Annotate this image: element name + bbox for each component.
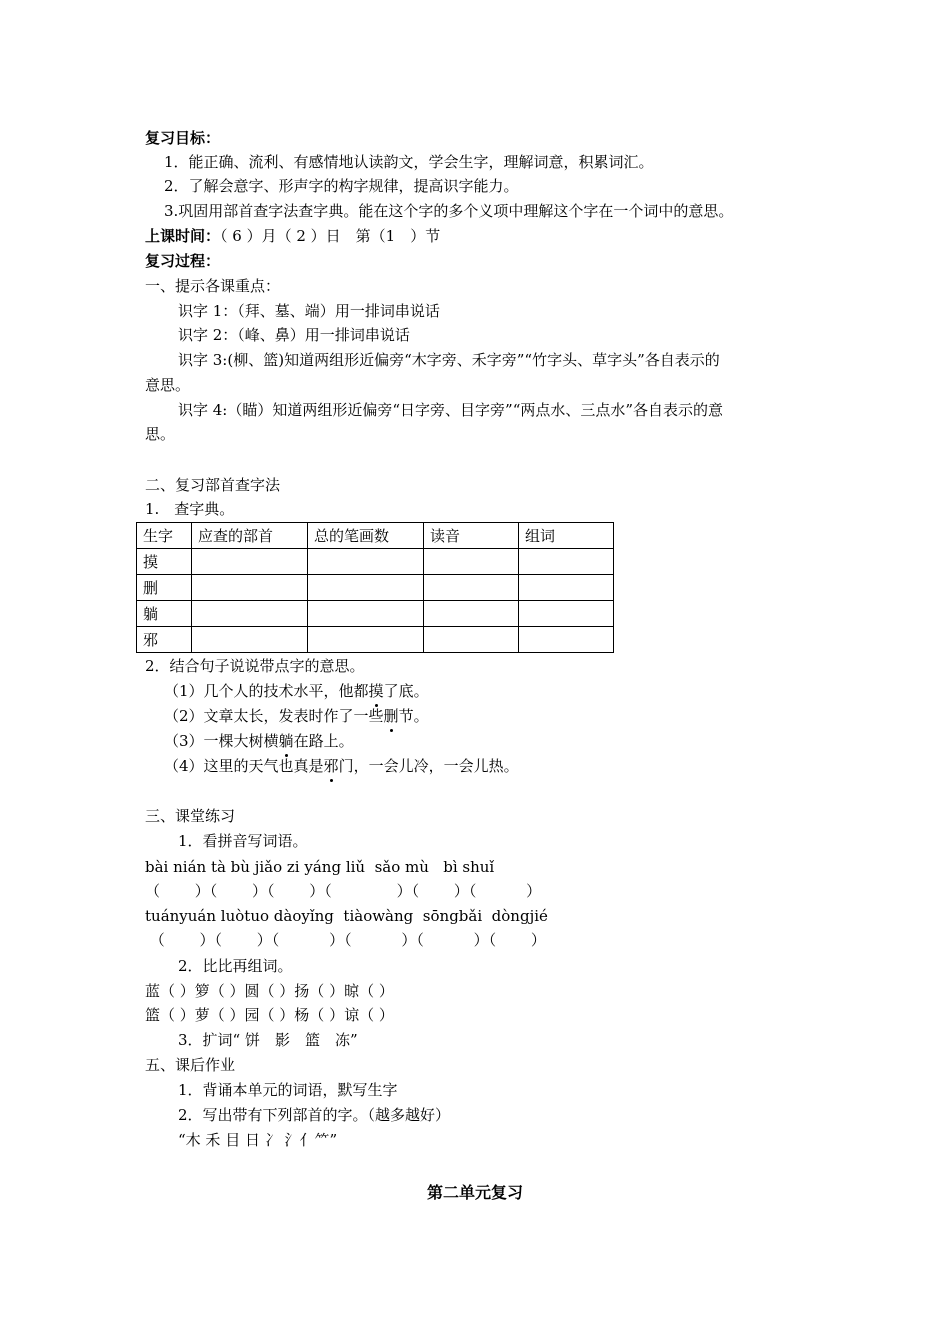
sentence-text: （1）几个人的技术水平，他都 <box>164 682 369 700</box>
table-cell-char: 摸 <box>137 549 192 575</box>
sentence-text: （2）文章太长，发表时作了一些 <box>164 707 384 725</box>
table-cell-empty[interactable] <box>308 601 424 627</box>
table-header-row <box>137 523 614 549</box>
table-cell-empty[interactable] <box>192 601 308 627</box>
sentence-4 <box>164 756 519 776</box>
class-time-value: （ 6 ）月（ 2 ）日 第（1 ）节 <box>220 227 441 245</box>
radicals-line: “木 禾 目 日 冫 氵亻⺮” <box>178 1131 338 1149</box>
section5-heading: 五、课后作业 <box>145 1056 236 1074</box>
sentence-text: （3）一棵大树横 <box>164 732 279 750</box>
blanks-line-1[interactable]: （ ）（ ）（ ）（ ）（ ）（ ） <box>145 882 542 900</box>
goals-heading: 复习目标： <box>145 129 221 147</box>
process-heading: 复习过程： <box>145 252 221 270</box>
table-row <box>137 575 614 601</box>
table-row <box>137 549 614 575</box>
dictionary-table <box>136 522 614 653</box>
exercise-3: 3．扩词“ 饼 影 篮 冻” <box>178 1031 358 1049</box>
section1-line-1: 识字 1：（拜、墓、端）用一排词串说话 <box>178 302 440 320</box>
sentence-text: （4）这里的天气也真是 <box>164 757 324 775</box>
pinyin-line-2: tuányuán luòtuo dàoyǐng tiàowàng sōngbǎi dòngjié <box>145 907 548 925</box>
homework-2: 2．写出带有下列部首的字。（越多越好） <box>178 1106 451 1124</box>
sentence-text: 了底。 <box>383 682 429 700</box>
table-cell-char: 删 <box>137 575 192 601</box>
next-unit-title: 第二单元复习 <box>426 1183 523 1202</box>
table-header: 应查的部首 <box>192 523 308 549</box>
pinyin-line-1: bài nián tà bù jiǎo zi yáng liǔ sǎo mù bì shuǐ <box>145 858 495 876</box>
table-cell-empty[interactable] <box>192 627 308 653</box>
table-cell-empty[interactable] <box>192 549 308 575</box>
table-header: 总的笔画数 <box>308 523 424 549</box>
section1-heading: 一、提示各课重点： <box>145 277 281 295</box>
table-cell-empty[interactable] <box>308 549 424 575</box>
sentence-text: 在路上。 <box>293 732 354 750</box>
goal-item-3: 3.巩固用部首查字法查字典。能在这个字的多个义项中理解这个字在一个词中的意思。 <box>164 202 734 220</box>
blanks-line-2[interactable]: （ ）（ ）（ ）（ ）（ ）（ ） <box>145 931 546 949</box>
exercise-2: 2．比比再组词。 <box>178 957 293 975</box>
table-row <box>137 627 614 653</box>
section2-sub1: 1. 查字典。 <box>145 500 235 518</box>
table-cell-empty[interactable] <box>519 627 614 653</box>
section1-line-3a: 识字 3:(柳、篮)知道两组形近偏旁“木字旁、禾字旁”“竹字头、草字头”各自表示的 <box>178 351 720 369</box>
table-row <box>137 601 614 627</box>
sentence-2 <box>164 706 429 726</box>
dotted-char: 躺 <box>278 732 294 750</box>
table-cell-empty[interactable] <box>192 575 308 601</box>
sentence-text: 门，一会儿冷，一会儿热。 <box>338 757 519 775</box>
homework-1: 1．背诵本单元的词语，默写生字 <box>178 1081 398 1099</box>
table-cell-char: 躺 <box>137 601 192 627</box>
class-time-label: 上课时间： <box>145 227 221 245</box>
sentence-text: 节。 <box>398 707 429 725</box>
table-header: 组词 <box>519 523 614 549</box>
section1-line-2: 识字 2：（峰、鼻）用一排词串说话 <box>178 326 410 344</box>
table-cell-empty[interactable] <box>308 627 424 653</box>
table-cell-empty[interactable] <box>519 575 614 601</box>
table-header: 读音 <box>424 523 519 549</box>
table-cell-char: 邪 <box>137 627 192 653</box>
goal-item-2: 2．了解会意字、形声字的构字规律，提高识字能力。 <box>164 177 519 195</box>
table-cell-empty[interactable] <box>519 601 614 627</box>
dotted-char: 邪 <box>323 757 339 775</box>
class-time <box>145 226 440 246</box>
table-cell-empty[interactable] <box>424 575 519 601</box>
dotted-char: 摸 <box>368 682 384 700</box>
table-cell-empty[interactable] <box>424 601 519 627</box>
table-cell-empty[interactable] <box>424 627 519 653</box>
section1-line-4a: 识字 4:（瞄）知道两组形近偏旁“日字旁、目字旁”“两点水、三点水”各自表示的意 <box>178 401 724 419</box>
compare-line-1: 蓝（ ）箩（ ）圆（ ）扬（ ）晾（ ） <box>145 982 394 1000</box>
section3-heading: 三、课堂练习 <box>145 807 236 825</box>
compare-line-2: 篮（ ）萝（ ）园（ ）杨（ ）谅（ ） <box>145 1006 394 1024</box>
sentence-1 <box>164 681 429 701</box>
sentence-3 <box>164 731 354 751</box>
section2-heading: 二、复习部首查字法 <box>145 476 281 494</box>
section1-line-4b: 思。 <box>145 425 176 443</box>
table-header: 生字 <box>137 523 192 549</box>
table-cell-empty[interactable] <box>424 549 519 575</box>
section2-sub2: 2．结合句子说说带点字的意思。 <box>145 657 365 675</box>
table-cell-empty[interactable] <box>308 575 424 601</box>
goal-item-1: 1．能正确、流利、有感情地认读韵文，学会生字，理解词意，积累词汇。 <box>164 153 654 171</box>
section1-line-3b: 意思。 <box>145 376 191 394</box>
dotted-char: 删 <box>383 707 399 725</box>
exercise-1: 1．看拼音写词语。 <box>178 832 308 850</box>
table-cell-empty[interactable] <box>519 549 614 575</box>
